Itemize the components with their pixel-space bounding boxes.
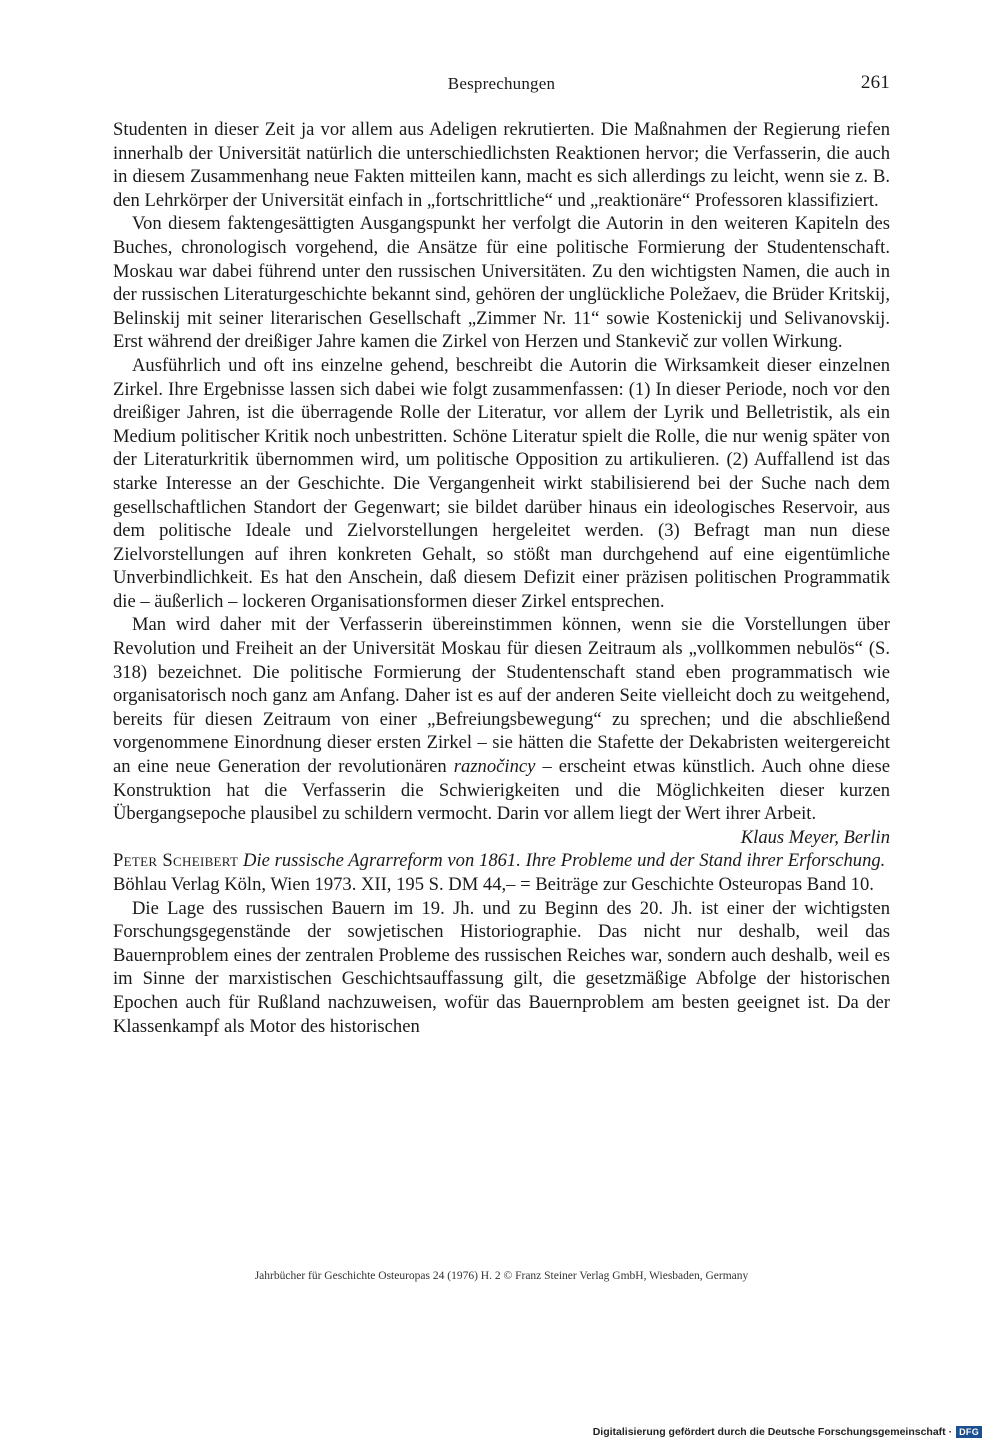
- italic-term: raznočincy: [453, 756, 536, 778]
- paragraph: Ausführlich und oft ins einzelne gehend, beschreibt die Autorin die Wirksamkeit dieser einzelnen Zirkel. Ihre Ergebnisse lassen sich dabei wie folgt zusammenfassen: (1) In dieser Periode, noch vor den dreißiger Jahren, ist die überragende Rolle der Literatur, vor allem der Lyrik und Belletristik, als ein Medium politischer Kritik noch unbestritten. Schöne Literatur spielt die Rolle, die nur wenig später von der Literaturkritik übernommen wird, um politische Opposition zu artikulieren. (2) Auffallend ist das starke Interesse an der Geschichte. Die Vergangenheit wirkt stabilisierend bei der Suche nach dem gesellschaftlichen Standort der Gegenwart; sie bildet darüber hinaus ein ideologisches Reservoir, aus dem politische Ideale und Zielvorstellungen hergeleitet werden. (3) Befragt man nun diese Zielvorstellungen auf ihren konkreten Gehalt, so stößt man durchgehend auf eine eigentümliche Unverbindlichkeit. Es hat den Anschein, daß diesem Defizit einer präzisen politischen Programmatik die – äußerlich – lockeren Organisationsformen dieser Zirkel entsprechen.: [113, 354, 890, 612]
- paragraph-continuation: Studenten in dieser Zeit ja vor allem aus Adeligen rekrutierten. Die Maßnahmen der Regierung riefen innerhalb der Universität natürlich die unterschiedlichsten Reaktionen hervor; die Verfasserin, die auch in diesem Zusammenhang neue Fakten mitteilen kann, macht es sich allerdings zu leicht, wenn sie z. B. den Lehrkörper der Universität einfach in „fortschrittliche“ und „reaktionäre“ Professoren klassifiziert.: [113, 119, 890, 211]
- entry-details: Böhlau Verlag Köln, Wien 1973. XII, 195 S. DM 44,– = Beiträge zur Geschichte Osteuropas Band 10.: [113, 874, 874, 895]
- page-number: 261: [860, 72, 890, 93]
- journal-footer: Jahrbücher für Geschichte Osteuropas 24 (1976) H. 2 © Franz Steiner Verlag GmbH, Wiesbaden, Germany: [254, 1270, 749, 1282]
- entry-author: Peter Scheibert: [113, 850, 239, 872]
- paragraph-text: – erscheint etwas künstlich. Auch ohne diese Konstruktion hat die Verfasserin die Schwierigkeiten und die Möglichkeiten dieser kurzen Übergangsepoche plausibel zu schildern vermocht. Darin vor allem liegt der Wert ihrer Arbeit.: [113, 756, 890, 825]
- running-head: [113, 74, 890, 100]
- body-text: [113, 118, 890, 1038]
- reviewer-signature: Klaus Meyer, Berlin: [740, 826, 890, 848]
- paragraph: Von diesem faktengesättigten Ausgangspunkt her verfolgt die Autorin in den weiteren Kapiteln des Buches, chronologisch vorgehend, die Ansätze für eine politische Formierung der Studentenschaft. Moskau war dabei führend unter den russischen Universitäten. Zu den wichtigsten Namen, die auch in der russischen Literaturgeschichte bekannt sind, gehören der unglückliche Poležaev, die Brüder Kritskij, Belinskij mit seiner literarischen Gesellschaft „Zimmer Nr. 11“ sowie Kostenickij und Selivanovskij. Erst während der dreißiger Jahre kamen die Zirkel von Herzen und Stankevič zur vollen Wirkung.: [113, 213, 890, 353]
- paragraph-text: Man wird daher mit der Verfasserin übereinstimmen können, wenn sie die Vorstellungen über Revolution und Freiheit an der Universität Moskau für diesen Zeitraum als „vollkommen nebulös“ (S. 318) bezeichnet. Die politische Formierung der Studentenschaft stand eben programmatisch wie organisatorisch noch ganz am Anfang. Daher ist es auf der anderen Seite vielleicht doch zu weitgehend, bereits für diesen Zeitraum von einer „Befreiungsbewegung“ zu sprechen; und die abschließend vorgenommene Einordnung dieser ersten Zirkel – sie hätten die Stafette der Dekabristen weitergereicht an eine neue Generation der revolutionären: [113, 614, 890, 778]
- dfg-logo: DFG: [956, 1426, 982, 1438]
- paragraph: [113, 613, 890, 825]
- digitization-note: Digitalisierung gefördert durch die Deutsche Forschungsgemeinschaft ·: [592, 1426, 953, 1438]
- running-head-title: Besprechungen: [447, 74, 556, 93]
- review-paragraph: Die Lage des russischen Bauern im 19. Jh. und zu Beginn des 20. Jh. ist einer der wichtigsten Forschungsgegenstände der sowjetischen Historiographie. Das nicht nur deshalb, weil das Bauernproblem eines der zentralen Probleme des russischen Reiches war, sondern auch deshalb, weil es im Sinne der marxistischen Geschichtsauffassung gilt, die gesetzmäßige Abfolge der historischen Epochen auch für Rußland nachzuweisen, wofür das Bauernproblem am besten geeignet ist. Da der Klassenkampf als Motor des historischen: [113, 897, 890, 1037]
- bibliographic-entry: [113, 849, 890, 896]
- entry-title: Die russische Agrarreform von 1861. Ihre Probleme und der Stand ihrer Erforschung.: [243, 850, 886, 872]
- digitization-credit: [593, 1426, 982, 1438]
